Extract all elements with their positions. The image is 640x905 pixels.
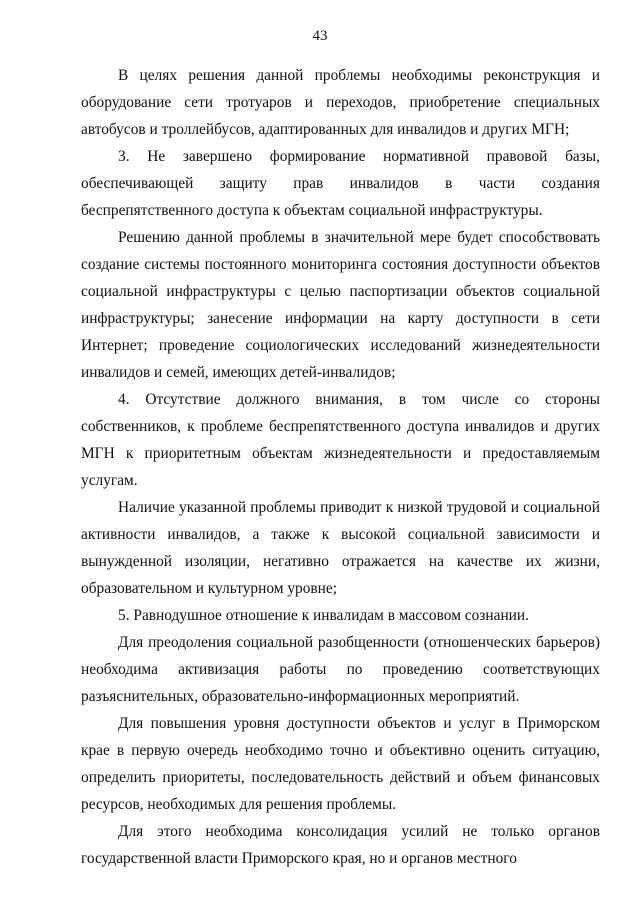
paragraph: Наличие указанной проблемы приводит к низкой трудовой и социальной активности инвалидов, а также к высокой социальной зависимости и вынужденной изоляции, негативно отражается на качестве их жизни, образовательном и культурном уровне; <box>81 499 600 597</box>
paragraph: Для преодоления социальной разобщенности (отношенческих барьеров) необходима активизация работы по проведению соответствующих разъяснительных, образовательно-информационных мероприятий. <box>81 634 600 705</box>
paragraph: Решению данной проблемы в значительной мере будет способствовать создание системы постоянного мониторинга состояния доступности объектов социальной инфраструктуры с целью паспортизации объектов социальной инфраструктуры; занесение информации на карту доступности в сети Интернет; проведение социологических исследований жизнедеятельности инвалидов и семей, имеющих детей-инвалидов; <box>81 229 600 381</box>
paragraph: Для повышения уровня доступности объектов и услуг в Приморском крае в первую очередь необходимо точно и объективно оценить ситуацию, определить приоритеты, последовательность действий и объем финансовых ресурсов, необходимых для решения проблемы. <box>81 715 600 813</box>
paragraph: 5. Равнодушное отношение к инвалидам в массовом сознании. <box>118 607 530 624</box>
document-body <box>81 62 600 872</box>
paragraph: 3. Не завершено формирование нормативной правовой базы, обеспечивающей защиту прав инвалидов в части создания беспрепятственного доступа к объектам социальной инфраструктуры. <box>81 148 600 219</box>
paragraph: В целях решения данной проблемы необходимы реконструкция и оборудование сети тротуаров и переходов, приобретение специальных автобусов и троллейбусов, адаптированных для инвалидов и других МГН; <box>81 67 600 138</box>
page-number: 43 <box>312 28 328 44</box>
paragraph: 4. Отсутствие должного внимания, в том числе со стороны собственников, к проблеме беспрепятственного доступа инвалидов и других МГН к приоритетным объектам жизнедеятельности и предоставляемым услугам. <box>81 391 600 489</box>
paragraph: Для этого необходима консолидация усилий не только органов государственной власти Приморского края, но и органов местного <box>81 823 600 867</box>
